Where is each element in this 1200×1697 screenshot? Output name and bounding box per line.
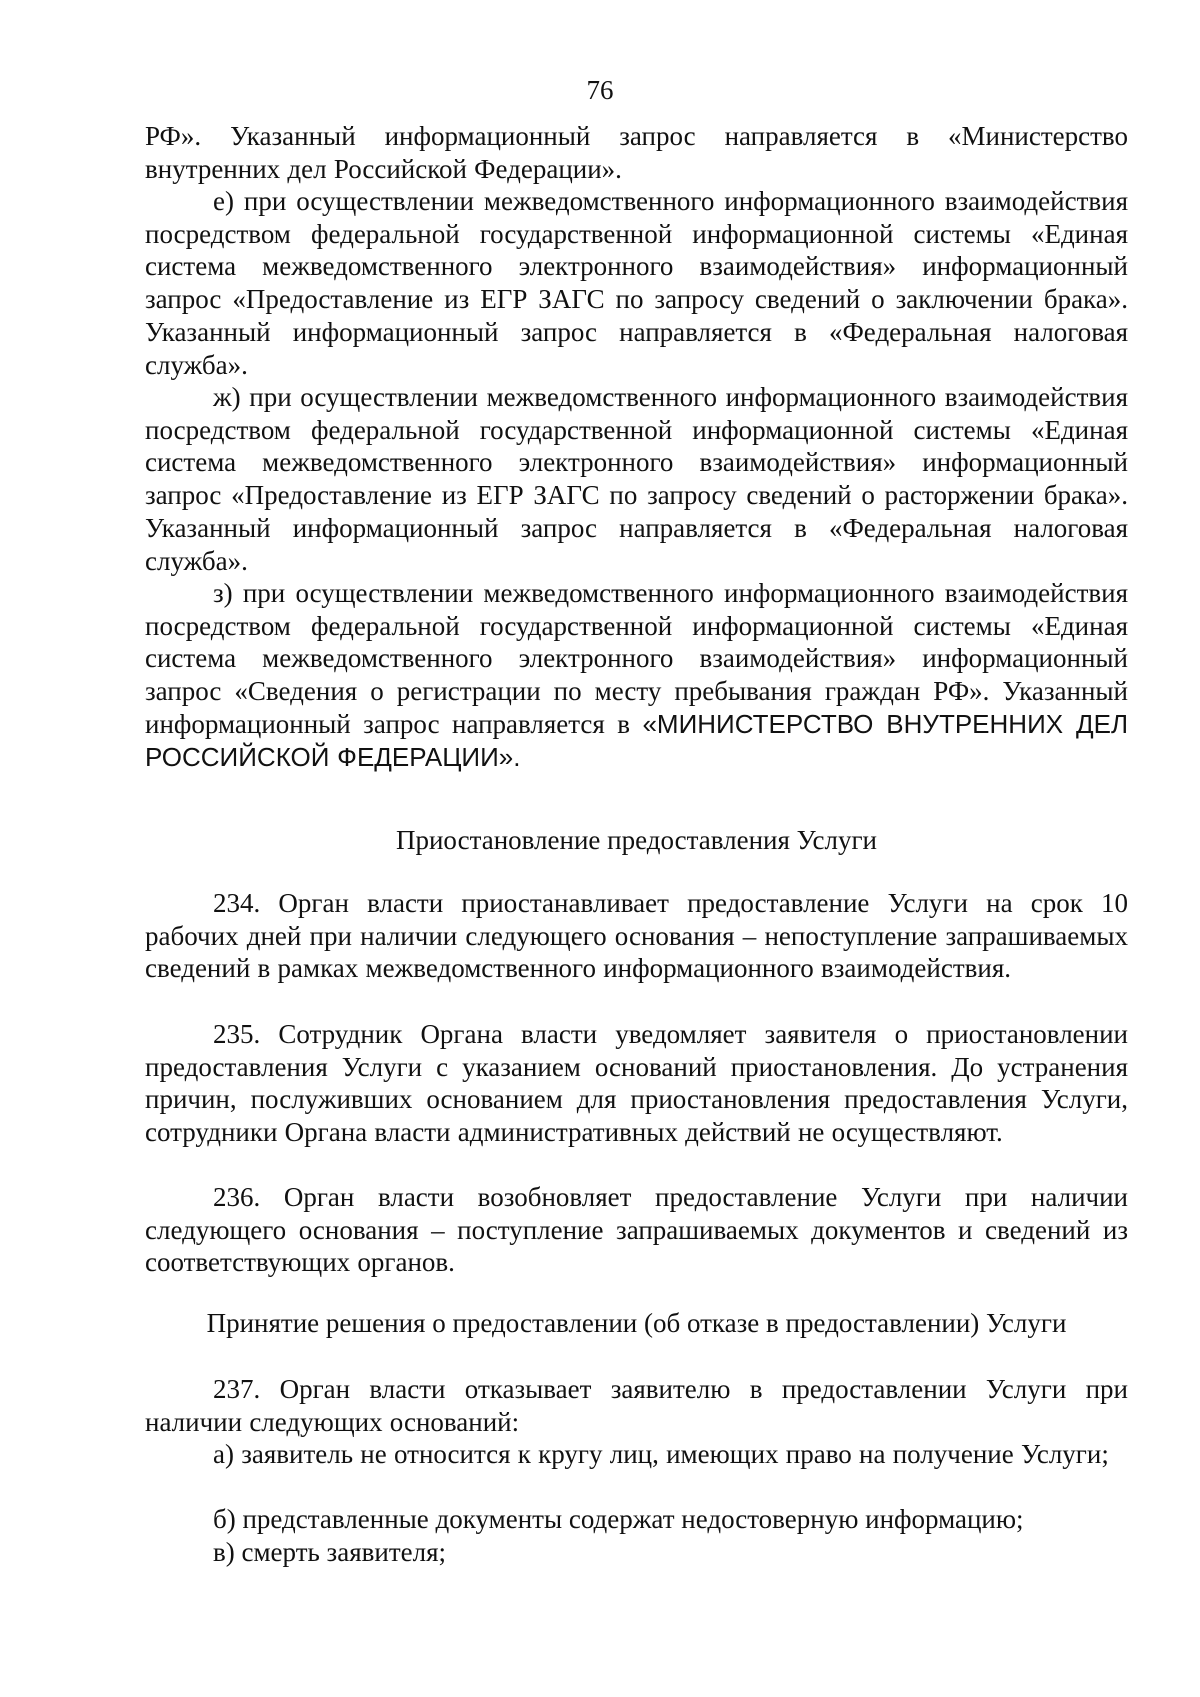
item-zh-paragraph: ж) при осуществлении межведомственного информационного взаимодействия посредством федеральной государственной информационной системы «Единая система межведомственного электронного взаимодействия» информационный запрос «Предоставление из ЕГР ЗАГС по запросу сведений о расторжении брака». Указанный информационный запрос направляется в «Федеральная налоговая служба». (145, 382, 1128, 576)
paragraph-237: 237. Орган власти отказывает заявителю в предоставлении Услуги при наличии следующих оснований: (145, 1374, 1128, 1437)
section-heading-decision: Принятие решения о предоставлении (об отказе в предоставлении) Услуги (206, 1308, 1067, 1338)
item-z-paragraph (145, 577, 1128, 773)
ministry-name-caps: «МИНИСТЕРСТВО ВНУТРЕННИХ ДЕЛ РОССИЙСКОЙ ФЕДЕРАЦИИ». (145, 708, 1129, 772)
reason-b: б) представленные документы содержат недостоверную информацию; (213, 1504, 1024, 1534)
reason-a: а) заявитель не относится к кругу лиц, имеющих право на получение Услуги; (213, 1439, 1109, 1469)
section-heading-suspension: Приостановление предоставления Услуги (395, 825, 877, 855)
paragraph-234: 234. Орган власти приостанавливает предоставление Услуги на срок 10 рабочих дней при наличии следующего основания – непоступление запрашиваемых сведений в рамках межведомственного информационного взаимодействия. (145, 888, 1128, 984)
reason-v: в) смерть заявителя; (213, 1537, 446, 1567)
continued-paragraph: РФ». Указанный информационный запрос направляется в «Министерство внутренних дел Российской Федерации». (145, 121, 1128, 184)
page-number: 76 (586, 75, 614, 105)
paragraph-235: 235. Сотрудник Органа власти уведомляет заявителя о приостановлении предоставления Услуги с указанием оснований приостановления. До устранения причин, послуживших основанием для приостановления предоставления Услуги, сотрудники Органа власти административных действий не осуществляют. (145, 1019, 1128, 1148)
item-e-paragraph: е) при осуществлении межведомственного информационного взаимодействия посредством федеральной государственной информационной системы «Единая система межведомственного электронного взаимодействия» информационный запрос «Предоставление из ЕГР ЗАГС по запросу сведений о заключении брака». Указанный информационный запрос направляется в «Федеральная налоговая служба». (145, 186, 1128, 380)
item-z-text: з) при осуществлении межведомственного информационного взаимодействия посредством федеральной государственной информационной системы «Единая система межведомственного электронного взаимодействия» информационный запрос «Сведения о регистрации по месту пребывания граждан РФ». Указанный информационный запрос направляется в (145, 578, 1128, 739)
paragraph-236: 236. Орган власти возобновляет предоставление Услуги при наличии следующего основания – поступление запрашиваемых документов и сведений из соответствующих органов. (145, 1182, 1128, 1278)
